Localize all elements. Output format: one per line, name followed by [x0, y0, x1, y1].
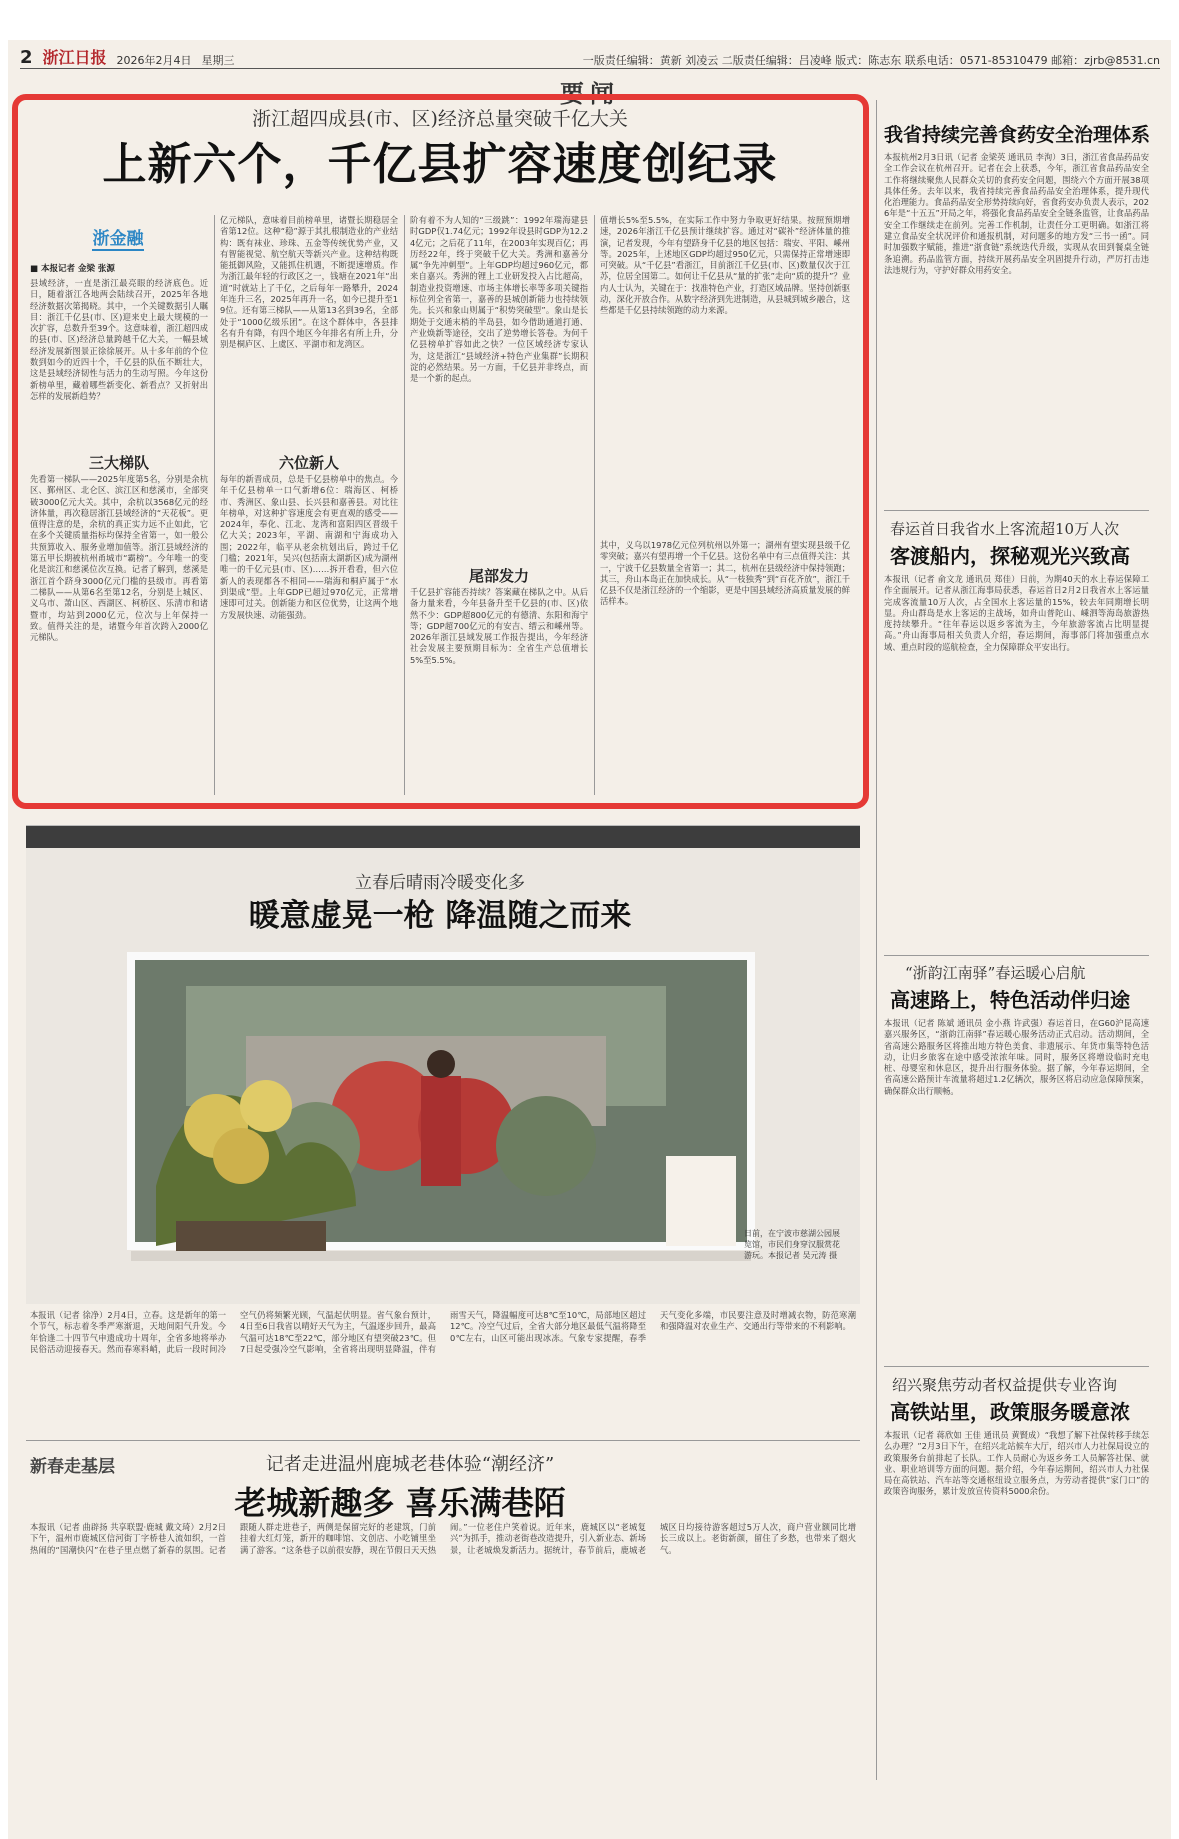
bottom-headline: 老城新趣多 喜乐满巷陌 [234, 1484, 566, 1522]
side-story-2-text: 本报讯（记者 俞文龙 通讯员 郑佳）日前，为期40天的水上春运保障工作全面展开。记者从浙江海事局获悉，春运首日2月2日我省水上客运量完成客流量10万人次，占全国水上客运量的15%，较去年同期增长明显。舟山群岛是水上客运的主战场，如舟山普陀山、嵊泗等海岛旅游热度持续攀升。“往年春运以返乡客流为主，今年旅游客流占比明显提高。”舟山海事局相关负责人介绍，春运期间，海事部门将加强重点水域、重点时段的巡航检查，全力保障群众平安出行。 [884, 574, 1149, 652]
highlight-frame [12, 94, 869, 809]
section-divider [884, 1366, 1149, 1367]
issue-date: 2026年2月4日 [116, 54, 192, 67]
bottom-story-area [30, 1452, 856, 1782]
section-divider [884, 955, 1149, 956]
photo-caption: 日前，在宁波市慈湖公园展览馆，市民们身穿汉服赏花游玩。本报记者 吴元涛 摄 [744, 1229, 840, 1260]
issue-weekday: 星期三 [201, 54, 235, 67]
side-story-2-kicker: 春运首日我省水上客流超10万人次 [890, 520, 1120, 538]
lead-kicker: 浙江超四成县(市、区)经济总量突破千亿大关 [252, 108, 628, 130]
lead-headline: 上新六个，千亿县扩容速度创纪录 [102, 139, 778, 190]
lead-col1b-text: 先看第一梯队——2025年度第5名，分别是余杭区、鄞州区、北仑区、滨江区和慈溪市，全部突破3000亿元大关。其中，余杭以3568亿元的经济体量，再次稳居浙江县域经济的“天花板”。更值得注意的是，余杭的真正实力远不止如此，它在多个关键质量指标均保持全省第一，如一般公共预算收入、服务业增加值等。浙江县域经济的第五甲长期被杭州甬城市“霸榜”。今年唯一的变化是滨江和慈溪位次互换。记者了解到，慈溪是浙江首个跻身3000亿元门槛的县级市。再看第二梯队——从第6名至第12名，分别是上城区、义乌市、萧山区、西湖区、柯桥区、乐清市和诸暨市，均站到2000亿元，位次与上年保持一致。值得关注的是，诸暨今年首次跨入2000亿元梯队。 [30, 474, 208, 643]
side-story-1-text: 本报杭州2月3日讯（记者 金梁英 通讯员 李洵）3日，浙江省食品药品安全工作会议在杭州召开。记者在会上获悉，今年，浙江省食品药品安全工作将继续聚焦人民群众关切的食药安全问题，围绕六个方面开展38项具体任务。去年以来，我省持续完善食品药品安全治理体系，提升现代化治理能力。食品药品安全形势持续向好，省食药安办负责人表示，2026年是“十五五”开局之年，将强化食品药品安全全链条监管，让食品药品安全工作继续走在前列。完善工作机制，让责任分工更明确。如浙江将建立食品安全状况评价和通报机制，对问题多的地方发“三书一函”。同时加强数字赋能，推进“浙食链”系统迭代升级，实现从农田到餐桌全链条追溯。药品监管方面，持续开展药品安全巩固提升行动，严厉打击违法违规行为，守护好群众用药安全。 [884, 152, 1149, 275]
lead-col4b-text: 其中，义乌以1978亿元位列杭州以外第一；湖州有望实现县级千亿零突破；嘉兴有望再增一个千亿县。这份名单中有三点值得关注：其一，宁波千亿县数量全省第一；其二，杭州在县级经济中保持领跑；其三，舟山本岛正在加快成长。从“一枝独秀”到“百花齐放”，浙江千亿县不仅是浙江经济的一个缩影，更是中国县域经济高质量发展的鲜活样本。 [600, 540, 850, 607]
photo-story-text: 本报讯（记者 徐净）2月4日，立春。这是新年的第一个节气，标志着冬季严寒渐退，天地间阳气升发。今年恰逢二十四节气申遗成功十周年，全省多地将举办民俗活动迎接春天。然而春寒料峭，此后一段时间冷空气仍将频繁光顾，气温起伏明显。省气象台预计，4日至6日我省以晴好天气为主，气温逐步回升，最高气温可达18℃至22℃，部分地区有望突破23℃。但7日起受强冷空气影响，全省将出现明显降温，伴有雨雪天气，降温幅度可达8℃至10℃，局部地区超过12℃。冷空气过后，全省大部分地区最低气温将降至0℃左右，山区可能出现冰冻。气象专家提醒，春季天气变化多端，市民要注意及时增减衣物，防范寒潮和强降温对农业生产、交通出行等带来的不利影响。 [30, 1310, 856, 1354]
photo-headline: 暖意虚晃一枪 降温随之而来 [248, 898, 632, 934]
side-story-3-kicker: “浙韵江南驿”春运暖心启航 [905, 964, 1086, 982]
lead-col3b-text: 千亿县扩容能否持续？答案藏在梯队之中。从后备力量来看，今年县备升至千亿县的(市、区)依然不少：GDP超800亿元的有德清、东阳和海宁等；GDP超700亿元的有安吉、缙云和嵊州等。2026年浙江县域发展工作报告提出，今年经济社会发展主要预期目标为：全省生产总值增长5%至5.5%。 [410, 587, 588, 665]
lead-col2-text: 亿元梯队，意味着目前榜单里，诸暨长期稳居全省第12位。这种“稳”源于其扎根制造业的产业结构：既有袜业、珍珠、五金等传统优势产业，又有智能视觉、航空航天等新兴产业。这种结构既能抵御风险，又能抓住机遇，不断提速增质。作为浙江最年轻的行政区之一，钱塘在2021年“出道”时就站上了千亿，之后每年一路攀升，2024年连升三名，2025年再升一名，如今已提升至19位。还有第三梯队——从第13名到39名，全部处于“1000亿级乐团”。在这个群体中，各县排名有升有降，有四个地区今年排名有所上升，分别是桐庐区、上虞区、平湖市和龙湾区。 [220, 215, 398, 350]
editor-info: 一版责任编辑：黄新 刘凌云 二版责任编辑：吕凌峰 版式：陈志东 联系电话：0571-85310479 邮箱：zjrb@8531.cn [582, 54, 1160, 67]
bottom-story-text: 本报讯（记者 曲辟扬 共享联盟·鹿城 戴文琦）2月2日下午，温州市鹿城区信河街丁字桥巷人流如织，一首热闹的“国潮快闪”在巷子里点燃了新春的氛围。记者跟随人群走进巷子，两侧是保留完好的老建筑，门前挂着大红灯笼，新开的咖啡馆、文创店、小吃铺里坐满了游客。“这条巷子以前很安静，现在节假日天天热闹。”一位老住户笑着说。近年来，鹿城区以“老城复兴”为抓手，推动老街巷改造提升，引入新业态、新场景，让老城焕发新活力。据统计，春节前后，鹿城老城区日均接待游客超过5万人次，商户营业额同比增长三成以上。老街新颜，留住了乡愁，也带来了烟火气。 [30, 1522, 856, 1555]
lead-byline: ■ 本报记者 金梁 张源 [30, 264, 115, 274]
subhead-tail-effort: 尾部发力 [468, 567, 529, 585]
lead-col3-text: 阶有着不为人知的“三级跳”：1992年瑞海建县时GDP仅1.74亿元；1992年设县时GDP为12.24亿元；之后花了11年，在2003年实现百亿；再历经22年，终于突破千亿大关。秀洲和嘉善分属“争先冲刺型”。上年GDP均超过960亿元，都来自嘉兴。秀洲的锂上工业研发投入占比超高，制造业投资增速、市场主体增长率等多项关键指标位列全省第一，嘉善的县城创新能力也持续领先。长兴和象山则属于“积势突破型”。象山是长期处于交通末梢的半岛县，如今借助通道打通、产业焕新等途径，交出了逆势增长答卷。为何千亿县榜单扩容如此之快？一位区域经济专家认为，这是浙江“县域经济+特色产业集群”长期积淀的必然结果。另一方面，千亿县并非终点，而是一个新的起点。 [410, 215, 588, 384]
bottom-kicker: 记者走进温州鹿城老巷体验“潮经济” [265, 1454, 555, 1475]
side-story-4-headline: 高铁站里，政策服务暖意浓 [890, 1400, 1130, 1424]
page-number: 2 [20, 47, 33, 68]
column-divider [876, 100, 877, 1780]
subhead-six-newcomers: 六位新人 [278, 454, 339, 472]
newspaper-brand: 浙江日报 [42, 48, 107, 67]
side-story-4-kicker: 绍兴聚焦劳动者权益提供专业咨询 [892, 1376, 1118, 1394]
section-divider [26, 1440, 860, 1441]
side-story-3-headline: 高速路上，特色活动伴归途 [890, 988, 1130, 1012]
subhead-three-tiers: 三大梯队 [88, 454, 149, 472]
photo-kicker: 立春后晴雨冷暖变化多 [355, 873, 525, 893]
section-divider [884, 510, 1149, 511]
side-story-1-headline: 我省持续完善食药安全治理体系 [884, 124, 1151, 146]
lead-col4-text: 值增长5%至5.5%，在实际工作中努力争取更好结果。按照预期增速，2026年浙江千亿县预计继续扩容。通过对“碳补”经济体量的推演，记者发现，今年有望跻身千亿县的地区包括：瑞安、平阳、嵊州等。2025年，上述地区GDP均超过950亿元，只需保持正常增速即可突破。从“千亿县”看浙江，目前浙江千亿县(市、区)数量仅次于江苏，位居全国第二。如何让千亿县从“量的扩张”走向“质的提升”？业内人士认为，关键在于：找准特色产业，打造区域品牌。坚持创新驱动，深化开放合作。从数字经济到先进制造，从县城到城乡融合，这些都是千亿县持续领跑的动力来源。 [600, 215, 850, 316]
svg-text:浙金融: 浙金融 [92, 229, 144, 249]
masthead [20, 46, 1160, 69]
section-title: 要闻 [560, 79, 620, 108]
lead-col2b-text: 每年的新晋成员，总是千亿县榜单中的焦点。今年千亿县榜单一口气新增6位：瑞海区、柯桥市、秀洲区、象山县、长兴县和嘉善县。对比往年榜单，对这种扩容速度会有更直观的感受——2024年，奉化、江北、龙湾和富阳四区晋级千亿大关；2023年，平湖、南湖和宁海成功入围；2022年，临平从老余杭划出后，跨过千亿门槛；2021年，吴兴(包括南太湖新区)成为湖州唯一的千亿元县(市、区)……拆开看看，但六位新人的表现都各不相同——瑞海和桐庐属于“水到渠成”型。上年GDP已超过970亿元，正常增速即可过关。创新能力和区位优势，让这两个地方发展快速、动能强劲。 [220, 474, 398, 620]
lead-col1-text: 县域经济，一直是浙江最亮眼的经济底色。近日，随着浙江各地两会陆续召开，2025年各地经济数据次第揭晓。其中，一个关键数据引人瞩目：浙江千亿县(市、区)迎来史上最大规模的一次扩容，总数升至39个。这意味着，浙江超四成的县(市、区)经济总量跨越千亿大关，一幅县域经济发展新图景正徐徐展开。从十多年前的个位数到如今的近四十个，千亿县的队伍不断壮大，这是县域经济韧性与活力的生动写照。今年这份新榜单里，藏着哪些新变化、新看点？又折射出怎样的发展新趋势？ [30, 278, 208, 401]
side-story-4-text: 本报讯（记者 蒋欣如 王佳 通讯员 黄賢成）“我想了解下社保转移手续怎么办理？”2月3日下午，在绍兴北站候车大厅，绍兴市人力社保局设立的政策服务台前排起了长队。工作人员耐心为返乡务工人员解答社保、就业、职业培训等方面的问题。据介绍，今年春运期间，绍兴市人力社保局在高铁站、汽车站等交通枢纽设立服务点，为劳动者提供“家门口”的政策咨询服务，累计发放宣传资料5000余份。 [884, 1430, 1149, 1497]
side-story-2-headline: 客渡船内，探秘观光兴致高 [890, 544, 1130, 568]
side-story-3-text: 本报讯（记者 陈斌 通讯员 金小燕 许武强）春运首日，在G60沪昆高速嘉兴服务区，“浙韵江南驿”春运暖心服务活动正式启动。活动期间，全省高速公路服务区将推出地方特色美食、非遗展示、年货市集等特色活动，让归乡旅客在途中感受浓浓年味。同时，服务区将增设临时充电桩、母婴室和休息区，提升出行服务体验。据了解，今年春运期间，全省高速公路预计车流量将超过1.2亿辆次，服务区将启动应急保障预案，确保群众出行顺畅。 [884, 1018, 1149, 1096]
new-spring-tag: 新春走基层 [30, 1457, 115, 1477]
